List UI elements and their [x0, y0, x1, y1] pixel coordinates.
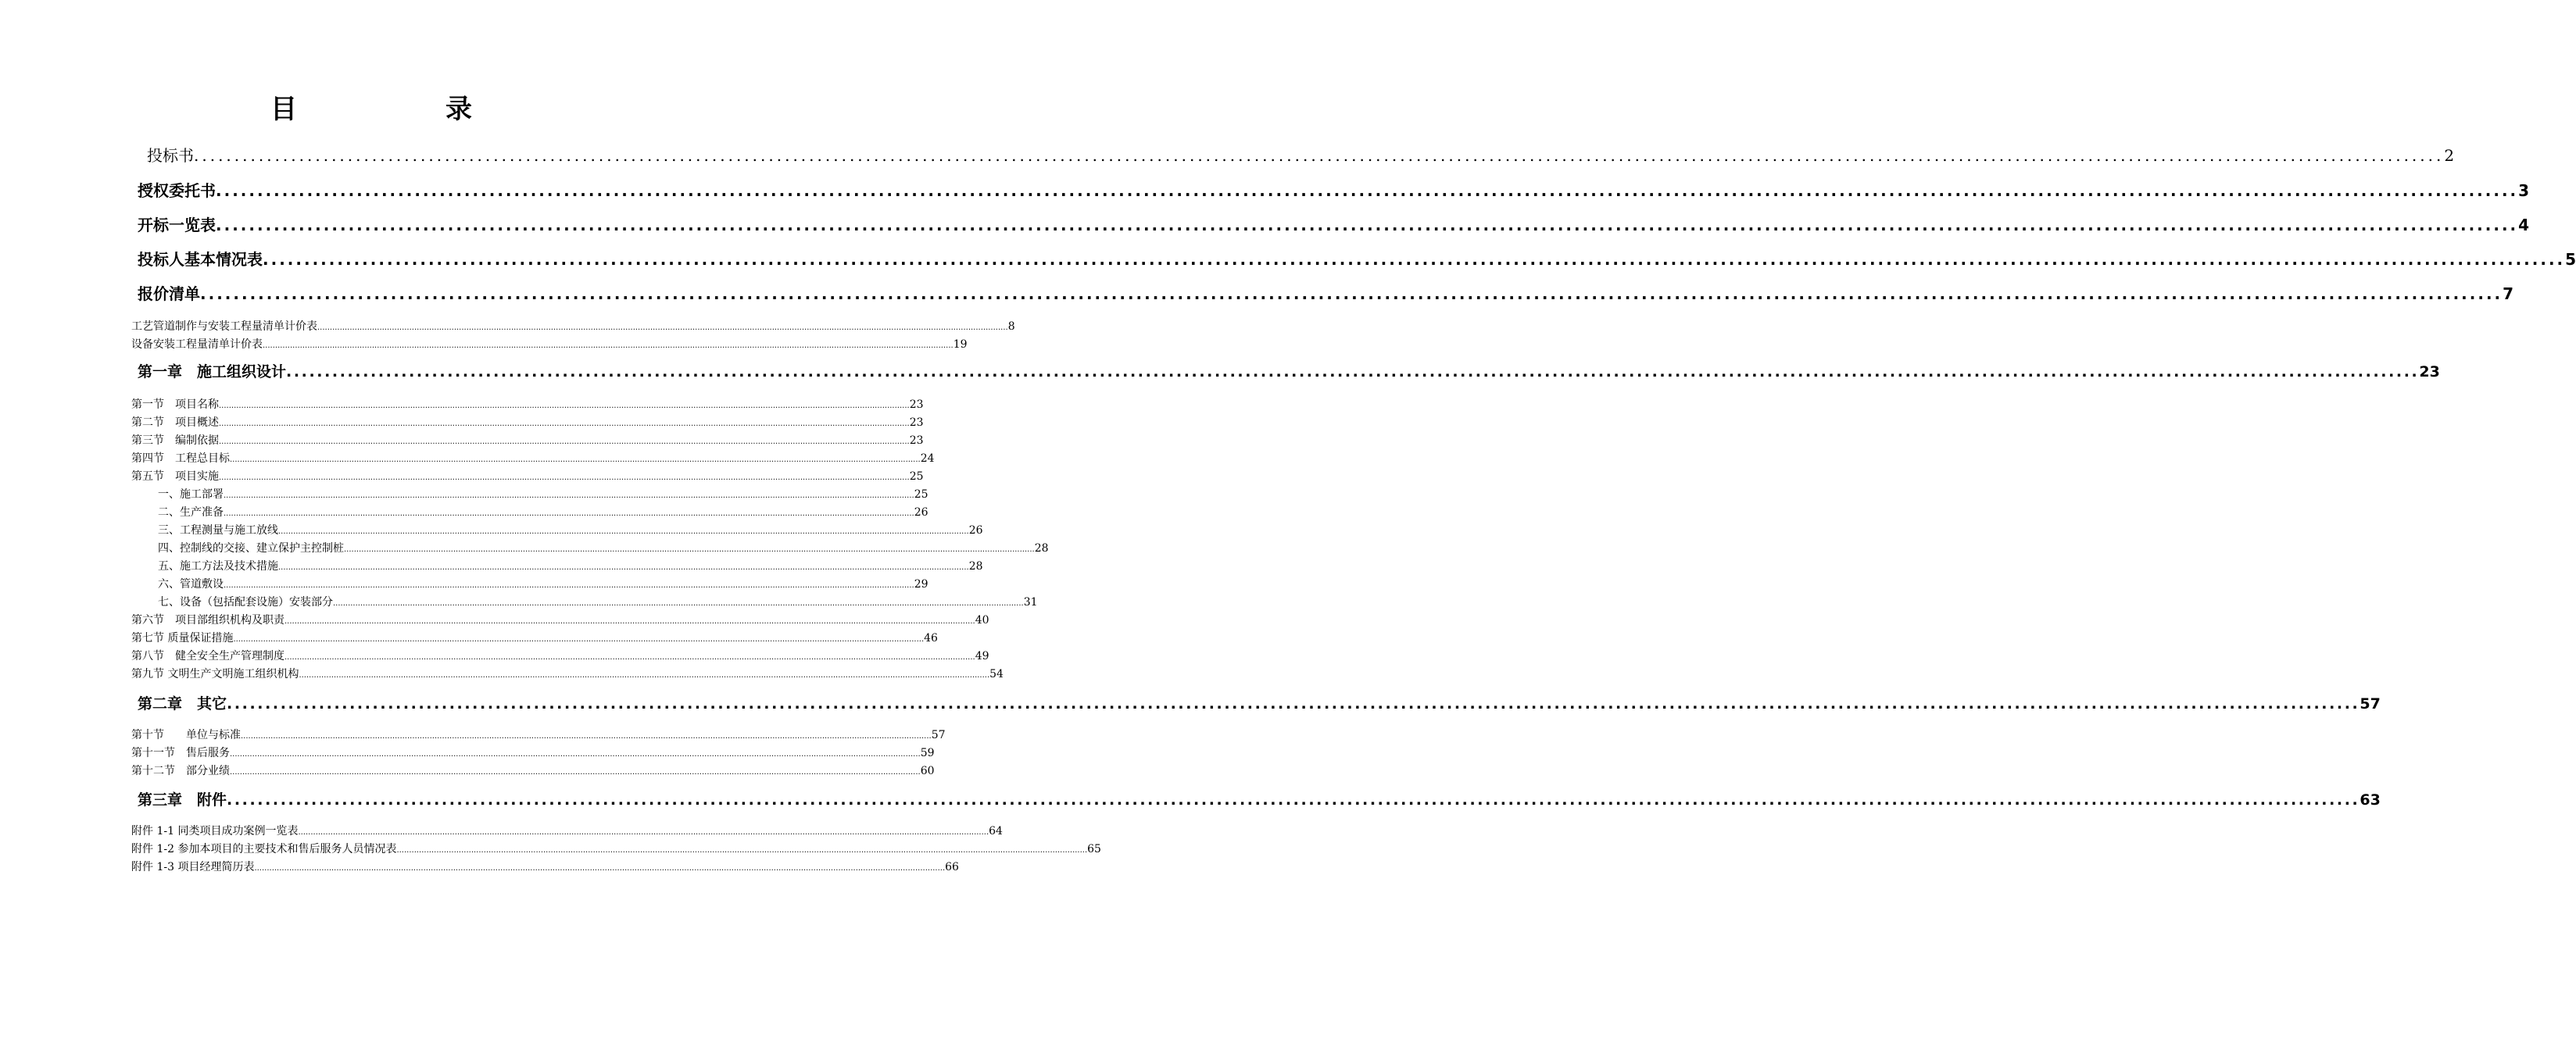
toc-entry-label: 第四节 工程总目标 — [131, 452, 230, 465]
toc-dot-leader: ...................................................................................................................................................................................................................................................................................... — [317, 323, 1008, 332]
toc-entry[interactable] — [131, 612, 989, 627]
toc-page-number: 23 — [909, 416, 924, 429]
toc-entry-label: 工程测量与施工放线 — [180, 524, 278, 537]
toc-page-number: 66 — [945, 861, 959, 873]
toc-dot-leader: ...................................................................................................................................................................................................................................................................................... — [224, 509, 914, 518]
toc-entry-label: 第八节 健全安全生产管理制度 — [131, 650, 284, 662]
toc-entry-label: 施工方法及技术措施 — [180, 560, 278, 573]
toc-sub-number: 六、 — [158, 578, 180, 591]
toc-sub-number: 五、 — [158, 560, 180, 573]
toc-dot-leader: ...................................................................................................................................................................................................................................................................................... — [333, 599, 1024, 608]
toc-dot-leader: ...................................................................................................................................................................................................................................................................................... — [263, 250, 2566, 269]
toc-page-number: 40 — [975, 614, 989, 627]
toc-dot-leader: ...................................................................................................................................................................................................................................................................................... — [216, 181, 2519, 200]
toc-page-number: 54 — [989, 668, 1004, 680]
toc-page-number: 31 — [1023, 596, 1038, 609]
toc-entry[interactable] — [131, 468, 924, 484]
toc-dot-leader: ...................................................................................................................................................................................................................................................................................... — [230, 455, 921, 464]
toc-dot-leader: ...................................................................................................................................................................................................................................................................................... — [286, 363, 2420, 380]
toc-entry[interactable] — [131, 666, 1004, 681]
toc-dot-leader: ...................................................................................................................................................................................................................................................................................... — [284, 617, 975, 626]
toc-entry-label: 工艺管道制作与安装工程量清单计价表 — [131, 320, 317, 333]
toc-entry[interactable] — [131, 727, 946, 742]
toc-dot-leader: ...................................................................................................................................................................................................................................................................................... — [344, 545, 1035, 554]
toc-dot-leader: ...................................................................................................................................................................................................................................................................................... — [254, 864, 946, 873]
toc-entry-label: 控制线的交接、建立保护主控制桩 — [180, 542, 344, 555]
toc-page-number: 3 — [2518, 181, 2530, 200]
toc-page-number: 4 — [2518, 216, 2530, 234]
toc-dot-leader: ...................................................................................................................................................................................................................................................................................... — [219, 402, 910, 410]
toc-page-number: 57 — [2360, 695, 2381, 712]
toc-page-number: 25 — [909, 470, 924, 483]
toc-entry[interactable] — [131, 762, 935, 778]
toc-entry-label: 开标一览表 — [138, 216, 216, 234]
toc-entry-label: 管道敷设 — [180, 578, 224, 591]
toc-page-number: 23 — [909, 434, 924, 447]
toc-sub-number: 七、 — [158, 596, 180, 609]
toc-entry-label: 第十一节 售后服务 — [131, 747, 230, 759]
toc-entry-label: 第三节 编制依据 — [131, 434, 219, 447]
toc-dot-leader: ...................................................................................................................................................................................................................................................................................... — [224, 581, 914, 590]
toc-entry-label: 授权委托书 — [138, 181, 216, 200]
toc-entry[interactable] — [147, 143, 2455, 166]
toc-page-number: 29 — [914, 578, 928, 591]
toc-entry-label: 第十节 单位与标准 — [131, 729, 241, 741]
toc-sub-entry[interactable] — [158, 576, 928, 591]
toc-dot-leader: ...................................................................................................................................................................................................................................................................................... — [263, 341, 953, 350]
toc-page-number: 26 — [968, 524, 983, 537]
toc-dot-leader: ...................................................................................................................................................................................................................................................................................... — [278, 527, 969, 536]
toc-entry-label: 第二节 项目概述 — [131, 416, 219, 429]
toc-entry-label: 第五节 项目实施 — [131, 470, 219, 483]
toc-entry[interactable] — [138, 247, 2576, 270]
toc-page-number: 5 — [2565, 250, 2576, 269]
toc-page-number: 49 — [975, 650, 989, 662]
toc-sub-number: 二、 — [158, 506, 180, 519]
toc-page-number: 59 — [920, 747, 935, 759]
toc-entry[interactable] — [131, 841, 1101, 856]
toc-entry[interactable] — [138, 281, 2514, 304]
toc-page-number: 63 — [2360, 791, 2381, 809]
toc-entry[interactable] — [131, 414, 924, 430]
toc-entry[interactable] — [131, 432, 924, 448]
toc-dot-leader: ...................................................................................................................................................................................................................................................................................... — [216, 216, 2519, 234]
toc-entry-label: 第九节 文明生产文明施工组织机构 — [131, 668, 299, 680]
toc-dot-leader: ...................................................................................................................................................................................................................................................................................... — [298, 828, 989, 837]
toc-dot-leader: ...................................................................................................................................................................................................................................................................................... — [284, 653, 975, 662]
toc-chapter-entry[interactable] — [138, 788, 2381, 809]
toc-page-number: 23 — [2419, 363, 2440, 380]
toc-entry-label: 施工部署 — [180, 488, 224, 501]
toc-page-number: 7 — [2503, 284, 2514, 303]
toc-page-number: 2 — [2444, 146, 2455, 165]
toc-entry-label: 第一章 施工组织设计 — [138, 363, 287, 380]
toc-dot-leader: ...................................................................................................................................................................................................................................................................................... — [227, 791, 2360, 809]
toc-page-number: 25 — [914, 488, 928, 501]
toc-entry-label: 第六节 项目部组织机构及职责 — [131, 614, 284, 627]
toc-entry-label: 投标书 — [147, 146, 194, 165]
toc-dot-leader: ...................................................................................................................................................................................................................................................................................... — [230, 768, 921, 777]
toc-chapter-entry[interactable] — [138, 692, 2381, 713]
toc-entry[interactable] — [131, 859, 959, 874]
toc-entry-label: 第十二节 部分业绩 — [131, 765, 230, 777]
toc-entry-label: 第一节 项目名称 — [131, 398, 219, 411]
toc-entry[interactable] — [131, 630, 938, 645]
toc-dot-leader: ...................................................................................................................................................................................................................................................................................... — [396, 846, 1088, 855]
toc-entry-label: 第二章 其它 — [138, 695, 227, 712]
toc-dot-leader: ...................................................................................................................................................................................................................................................................................... — [219, 473, 910, 482]
toc-entry-label: 附件 1-2 参加本项目的主要技术和售后服务人员情况表 — [131, 843, 397, 855]
toc-page-number: 64 — [989, 825, 1003, 838]
toc-page-number: 28 — [1034, 542, 1049, 555]
toc-entry[interactable] — [131, 823, 1003, 838]
toc-page-number: 24 — [920, 452, 935, 465]
toc-dot-leader: ...................................................................................................................................................................................................................................................................................... — [194, 146, 2445, 165]
toc-sub-number: 四、 — [158, 542, 180, 555]
toc-dot-leader: ...................................................................................................................................................................................................................................................................................... — [227, 695, 2360, 712]
toc-entry[interactable] — [131, 745, 935, 760]
toc-entry[interactable] — [131, 336, 968, 352]
toc-page-number: 8 — [1007, 320, 1015, 333]
toc-entry-label: 生产准备 — [180, 506, 224, 519]
toc-dot-leader: ...................................................................................................................................................................................................................................................................................... — [219, 420, 910, 428]
toc-sub-entry[interactable] — [158, 522, 983, 538]
toc-entry[interactable] — [131, 318, 1015, 334]
toc-page-number: 28 — [968, 560, 983, 573]
toc-entry-label: 附件 1-1 同类项目成功案例一览表 — [131, 825, 299, 838]
toc-entry[interactable] — [131, 450, 935, 466]
toc-dot-leader: ...................................................................................................................................................................................................................................................................................... — [233, 635, 925, 644]
toc-sub-entry[interactable] — [158, 540, 1049, 555]
toc-entry[interactable] — [138, 212, 2530, 235]
toc-dot-leader: ...................................................................................................................................................................................................................................................................................... — [241, 732, 932, 741]
toc-chapter-entry[interactable] — [138, 360, 2440, 381]
toc-dot-leader: ...................................................................................................................................................................................................................................................................................... — [200, 284, 2503, 303]
toc-page-number: 46 — [924, 632, 938, 645]
toc-dot-leader: ...................................................................................................................................................................................................................................................................................... — [299, 671, 990, 680]
toc-page-number: 57 — [931, 729, 946, 741]
toc-dot-leader: ...................................................................................................................................................................................................................................................................................... — [224, 491, 914, 500]
toc-page-number: 26 — [914, 506, 928, 519]
toc-entry-label: 投标人基本情况表 — [138, 250, 263, 269]
toc-sub-number: 一、 — [158, 488, 180, 501]
toc-entry-label: 第七节 质量保证措施 — [131, 632, 234, 645]
toc-sub-entry[interactable] — [158, 504, 928, 520]
toc-entry[interactable] — [131, 396, 924, 412]
toc-dot-leader: ...................................................................................................................................................................................................................................................................................... — [278, 563, 969, 572]
toc-page-number: 19 — [953, 338, 968, 351]
toc-sub-entry[interactable] — [158, 558, 983, 573]
toc-sub-entry[interactable] — [158, 486, 928, 502]
toc-entry-label: 设备安装工程量清单计价表 — [131, 338, 263, 351]
toc-entry-label: 报价清单 — [138, 284, 200, 303]
toc-sub-number: 三、 — [158, 524, 180, 537]
toc-entry[interactable] — [131, 648, 989, 663]
toc-page-number: 23 — [909, 398, 924, 411]
toc-page-number: 60 — [920, 765, 935, 777]
toc-entry[interactable] — [138, 178, 2530, 201]
page-title: 目 录 — [270, 94, 533, 125]
toc-dot-leader: ...................................................................................................................................................................................................................................................................................... — [219, 438, 910, 446]
toc-entry-label: 附件 1-3 项目经理简历表 — [131, 861, 255, 873]
toc-entry-label: 第三章 附件 — [138, 791, 227, 809]
toc-dot-leader: ...................................................................................................................................................................................................................................................................................... — [230, 750, 921, 759]
toc-entry-label: 设备（包括配套设施）安装部分 — [180, 596, 333, 609]
toc-sub-entry[interactable] — [158, 594, 1038, 609]
toc-page-number: 65 — [1087, 843, 1101, 855]
